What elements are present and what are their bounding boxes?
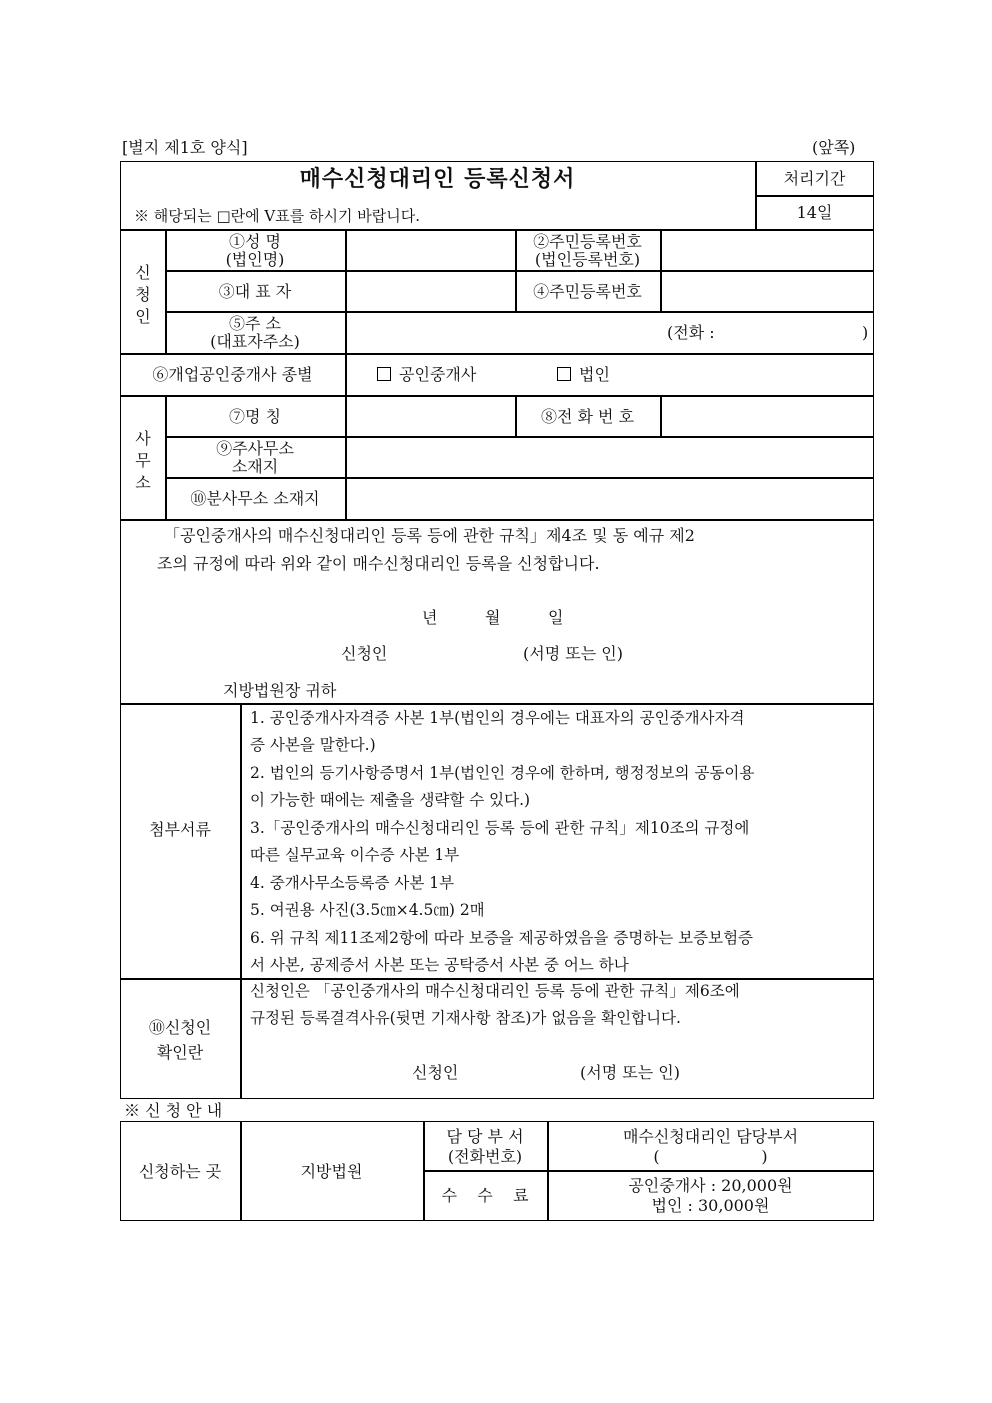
- confirmation-sublabel: 확인란: [156, 1043, 204, 1062]
- form-title: 매수신청대리인 등록신청서: [299, 166, 576, 192]
- attachment-line: 3.「공인중개사의 매수신청대리인 등록 등에 관한 규칙」제10조의 규정에: [250, 819, 750, 837]
- rrn-label: ②주민등록번호: [533, 232, 642, 251]
- address-phone-text: (전화 :: [667, 323, 715, 342]
- department-label: 담 당 부 서: [446, 1127, 524, 1146]
- attachment-line: 따른 실무교육 이수증 사본 1부: [250, 846, 460, 864]
- confirmation-applicant-label: 신청인: [412, 1063, 459, 1082]
- option-corporation[interactable]: 법인: [557, 367, 610, 383]
- department-value: 매수신청대리인 담당부서: [622, 1127, 799, 1146]
- attachment-line: 4. 중개사무소등록증 사본 1부: [250, 874, 455, 892]
- main-office-label: ⑨주사무소: [216, 439, 294, 458]
- attachment-line: 2. 법인의 등기사항증명서 1부(법인인 경우에 한하며, 행정정보의 공동이용: [250, 764, 755, 782]
- address-label: ⑤주 소: [229, 314, 281, 333]
- office-section-label: 사 무 소: [135, 429, 151, 492]
- date-day: 일: [548, 608, 564, 627]
- page-side: (앞쪽): [812, 138, 856, 157]
- date-month: 월: [485, 608, 501, 627]
- attachment-line: 5. 여권용 사진(3.5㎝×4.5㎝) 2매: [250, 901, 485, 919]
- processing-period-value: 14일: [796, 203, 833, 222]
- address-sublabel: (대표자주소): [210, 332, 300, 351]
- form-number: [별지 제1호 양식]: [122, 138, 248, 157]
- attachment-line: 이 가능한 때에는 제출을 생략할 수 있다.): [250, 791, 531, 809]
- attachment-line: 증 사본을 말한다.): [250, 736, 376, 754]
- date-year: 년: [422, 608, 438, 627]
- address-phone-close: ): [862, 323, 869, 342]
- department-phone: ( ): [653, 1147, 768, 1166]
- business-type-label: ⑥개업공인중개사 종별: [152, 365, 313, 384]
- checkbox-icon[interactable]: [557, 367, 571, 381]
- checkbox-icon[interactable]: [377, 367, 391, 381]
- name-sublabel: (법인명): [225, 250, 285, 269]
- confirmation-signature: (서명 또는 인): [580, 1063, 680, 1082]
- department-sublabel: (전화번호): [447, 1147, 523, 1166]
- main-office-sublabel: 소재지: [231, 457, 279, 476]
- option-licensed-agent[interactable]: 공인중개사: [377, 367, 476, 383]
- fee-corporation: 법인 : 30,000원: [651, 1196, 770, 1215]
- guide-title: ※ 신 청 안 내: [124, 1101, 223, 1120]
- office-name-label: ⑦명 칭: [229, 407, 281, 426]
- signature-or-seal: (서명 또는 인): [523, 644, 623, 663]
- applicant-signature-label: 신청인: [341, 644, 388, 663]
- confirmation-line-2: 규정된 등록결격사유(뒷면 기재사항 참조)가 없음을 확인합니다.: [250, 1009, 681, 1027]
- attachment-line: 서 사본, 공제증서 사본 또는 공탁증서 사본 중 어느 하나: [250, 956, 629, 974]
- checkbox-instruction: ※ 해당되는 □란에 V표를 하시기 바랍니다.: [134, 207, 420, 225]
- name-label: ①성 명: [229, 232, 281, 251]
- confirmation-line-1: 신청인은 「공인중개사의 매수신청대리인 등록 등에 관한 규칙」제6조에: [250, 982, 740, 1000]
- fee-licensed-agent: 공인중개사 : 20,000원: [628, 1176, 793, 1195]
- declaration-line-2: 조의 규정에 따라 위와 같이 매수신청대리인 등록을 신청합니다.: [157, 554, 600, 573]
- confirmation-label: ⑩신청인: [148, 1018, 212, 1037]
- applicant-section-label: 신 청 인: [135, 263, 151, 326]
- application-place-value: 지방법원: [300, 1162, 363, 1181]
- attachment-line: 6. 위 규칙 제11조제2항에 따라 보증을 제공하였음을 증명하는 보증보험증: [250, 929, 754, 947]
- rrn-sublabel: (법인등록번호): [534, 250, 641, 269]
- rep-rrn-label: ④주민등록번호: [533, 282, 642, 301]
- branch-office-label: ⑩분사무소 소재지: [190, 489, 320, 508]
- processing-period-label: 처리기간: [783, 169, 846, 188]
- representative-label: ③대 표 자: [218, 282, 292, 301]
- attachment-line: 1. 공인중개사자격증 사본 1부(법인의 경우에는 대표자의 공인중개사자격: [250, 709, 745, 727]
- recipient-court: 지방법원장 귀하: [223, 681, 337, 700]
- office-phone-label: ⑧전 화 번 호: [540, 407, 635, 426]
- application-place-label: 신청하는 곳: [138, 1162, 222, 1181]
- attachments-label: 첨부서류: [149, 820, 211, 839]
- declaration-line-1: 「공인중개사의 매수신청대리인 등록 등에 관한 규칙」제4조 및 동 예규 제2: [164, 526, 695, 545]
- fee-label: 수 수 료: [441, 1186, 529, 1205]
